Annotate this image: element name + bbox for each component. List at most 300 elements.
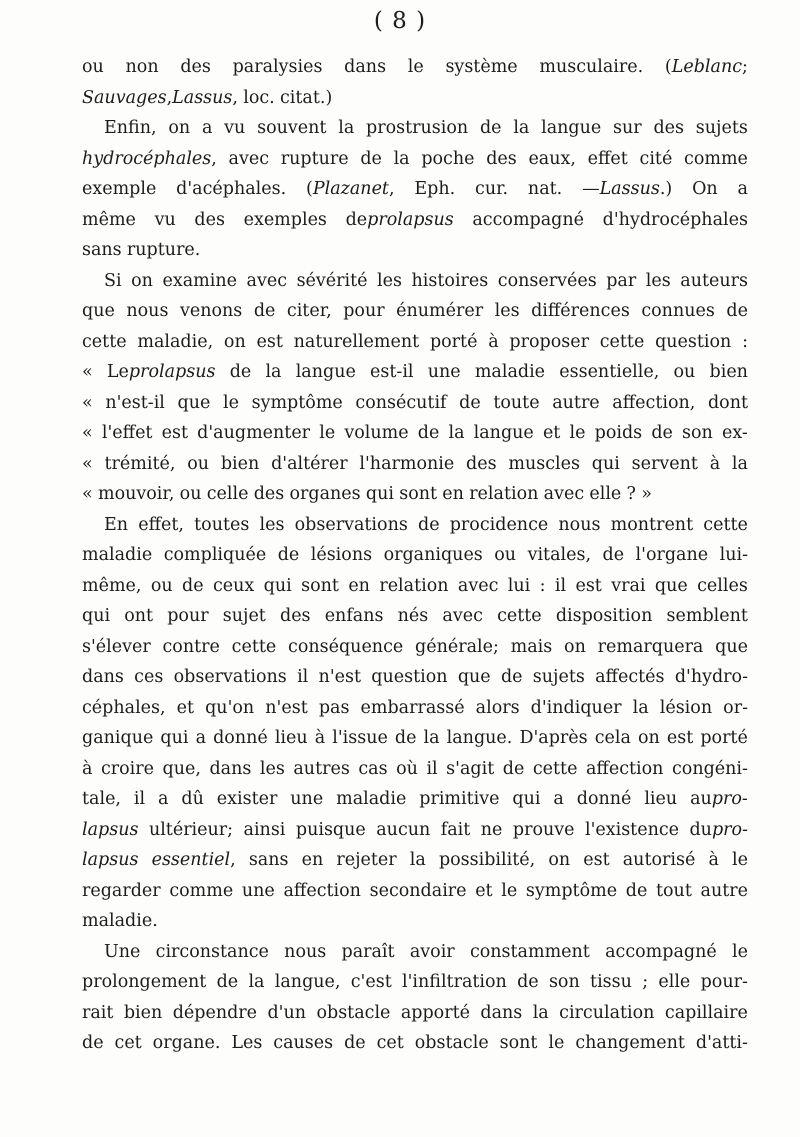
word: constamment [469, 941, 590, 962]
word: céphales, [82, 697, 166, 718]
word: c'est [350, 972, 392, 992]
word: de [651, 423, 673, 443]
word: « [82, 392, 93, 413]
word: cas [358, 758, 388, 779]
word: avec [457, 575, 499, 596]
word: affection [585, 758, 664, 779]
word: relation [469, 484, 539, 504]
word: la [448, 423, 465, 443]
word: la [731, 453, 748, 474]
word: que [177, 392, 211, 413]
text-line [82, 1028, 748, 1059]
word: de [459, 392, 481, 413]
word: ? [626, 484, 636, 504]
word: de [625, 880, 648, 901]
word: de [500, 667, 523, 687]
text-line [82, 754, 748, 785]
word: lapsus [82, 819, 139, 840]
word: d'acéphales. [176, 179, 287, 199]
word: on [564, 636, 586, 657]
word: pas [318, 697, 350, 718]
word: ou [150, 575, 173, 596]
word: prouve [512, 819, 575, 840]
word: en [301, 850, 324, 870]
word: regarder [82, 880, 161, 901]
word: affection [283, 880, 361, 901]
word: avec [246, 270, 288, 291]
word: accompagné [605, 941, 717, 962]
word: vrai [611, 575, 646, 596]
word: la [338, 118, 355, 138]
word: la [532, 1002, 549, 1023]
word: effet [587, 148, 628, 169]
word: dans [209, 758, 252, 779]
word: qui [591, 453, 620, 474]
word: volume [344, 423, 409, 443]
word: contre [162, 636, 220, 657]
word: dans [82, 667, 124, 687]
word: tissu [590, 972, 632, 992]
word: symptôme [251, 392, 343, 413]
word: aupro- [690, 789, 748, 809]
word: la [265, 362, 282, 382]
word: ou [187, 453, 210, 474]
word: maladie [336, 789, 407, 809]
word: d'hydrocéphales [602, 209, 748, 230]
word: Les [231, 1033, 263, 1053]
text-line [82, 906, 748, 937]
word: à [709, 453, 721, 474]
word: énumérer [396, 301, 484, 321]
word: Eph. [414, 179, 456, 199]
text-line [82, 479, 748, 510]
word: dont [707, 392, 748, 413]
word: d'augmenter [197, 423, 311, 443]
text-line [82, 967, 748, 998]
word: sujets [695, 118, 748, 138]
word: trémité, [104, 453, 176, 474]
word: maladie. [82, 911, 158, 931]
word: la [409, 850, 426, 870]
word: et [475, 880, 493, 901]
word: naturellement [293, 331, 420, 352]
word: différences [531, 301, 630, 321]
word: mouvoir, [97, 484, 175, 504]
word: prostrusion [366, 118, 469, 138]
word: bien [709, 362, 748, 382]
word: l'infiltration [402, 972, 507, 992]
word: le [732, 850, 748, 870]
word: est [575, 575, 602, 596]
text-line [82, 388, 748, 419]
word: avec [543, 484, 585, 504]
word: musculaire. [539, 57, 644, 77]
word: avec [442, 606, 483, 626]
word: non [125, 57, 159, 77]
word: a [737, 179, 748, 199]
word: proposer [509, 331, 589, 352]
word: qu'on [205, 697, 255, 718]
word: lui- [719, 545, 748, 565]
word: lésions [310, 545, 373, 565]
word: Une [104, 941, 141, 962]
word: la [632, 697, 649, 718]
word: nous [284, 941, 327, 962]
word: venons [179, 301, 243, 321]
word: consécutif [355, 392, 447, 413]
text-line [82, 144, 748, 175]
word: montrent [610, 514, 694, 535]
word: on [548, 850, 571, 870]
word: langue, [274, 972, 341, 992]
word: s'agit [446, 758, 495, 779]
word: langue [295, 362, 356, 382]
word: a [158, 789, 169, 809]
word: on [223, 331, 246, 352]
word: : [539, 575, 546, 596]
word: même, [82, 575, 142, 596]
word: d'indiquer [530, 697, 622, 718]
word: le [548, 1033, 565, 1053]
word: ces [134, 667, 164, 687]
word: lui [507, 575, 531, 596]
text-line [82, 632, 748, 663]
word: Leprolapsus [106, 362, 216, 382]
word: sévérité [296, 270, 368, 291]
word: on [637, 728, 660, 748]
word: qui [365, 484, 394, 504]
word: système [445, 57, 518, 77]
word: donné [576, 789, 632, 809]
word: s'élever [82, 636, 151, 657]
word: le [569, 423, 586, 443]
word: de [182, 575, 204, 596]
word: symptôme [525, 880, 618, 901]
word: connues [641, 301, 715, 321]
word: de [418, 514, 440, 535]
word: des [180, 57, 211, 77]
word: une [290, 789, 324, 809]
word: pour [343, 301, 385, 321]
word: exister [216, 789, 278, 809]
word: organes [289, 484, 361, 504]
word: qui [263, 575, 292, 596]
word: cette [231, 636, 277, 657]
word: comme [684, 148, 748, 169]
word: examine [162, 270, 237, 291]
word: de [479, 118, 502, 138]
word: circonstance [155, 941, 269, 962]
word: lapsus [82, 850, 139, 870]
word: la [248, 972, 265, 992]
word: : [742, 331, 748, 352]
word: poids [594, 423, 643, 443]
word: » [641, 484, 652, 504]
word: causes [273, 1033, 334, 1053]
word: conservées [497, 270, 597, 291]
word: prolongement [82, 972, 207, 992]
word: eaux, [528, 148, 576, 169]
word: générale; [415, 636, 499, 657]
word: est-il [370, 362, 414, 382]
word: comme [169, 880, 234, 901]
word: en [348, 575, 370, 596]
word: primitive [419, 789, 500, 809]
word: cela [594, 728, 631, 748]
word: nés [397, 606, 429, 626]
text-line [82, 327, 748, 358]
word: effet, [138, 514, 184, 535]
word: a [201, 118, 213, 138]
text-line [82, 357, 748, 388]
word: exemple [82, 179, 157, 199]
word: auteurs [680, 270, 748, 291]
word: ainsi [243, 819, 286, 840]
word: hydrocéphales, [82, 148, 217, 169]
word: de [277, 545, 300, 565]
word: observations [294, 514, 408, 535]
word: deprolapsus [345, 209, 454, 230]
word: possibilité, [438, 850, 536, 870]
word: des [466, 453, 497, 474]
word: des [486, 148, 517, 169]
word: (Plazanet, [306, 179, 395, 199]
word: sont [399, 484, 438, 504]
word: avec [228, 148, 270, 169]
text-line [82, 510, 748, 541]
word: la [513, 118, 530, 138]
word: sont [301, 575, 339, 596]
word: bien [220, 453, 260, 474]
word: qui [82, 606, 111, 626]
word: ont [124, 606, 154, 626]
word: tout [655, 880, 692, 901]
word: d'hydro- [674, 667, 748, 687]
word: à [488, 331, 499, 352]
word: essentiel, [151, 850, 236, 870]
word: paralysies [232, 57, 323, 77]
word: histoires [411, 270, 489, 291]
word: il [554, 575, 567, 596]
word: ou [82, 57, 104, 77]
word: enfans [324, 606, 384, 626]
word: maladie, [137, 331, 214, 352]
text-line [82, 205, 748, 236]
word: il [426, 758, 438, 779]
word: le [501, 880, 518, 901]
word: sont [499, 1033, 538, 1053]
word: poche [421, 148, 475, 169]
word: elle [658, 972, 691, 992]
word: paraît [341, 941, 395, 962]
text-line [82, 113, 748, 144]
word: essentielle, [559, 362, 660, 382]
word: son [548, 972, 580, 992]
word: une [427, 362, 461, 382]
word: porté [700, 728, 748, 748]
word: lésion [659, 697, 713, 718]
word: que [715, 636, 748, 657]
word: de [344, 1033, 366, 1053]
word: question [371, 667, 448, 687]
word: langue [541, 118, 602, 138]
word: sujets [532, 667, 585, 687]
word: n'est-il [105, 392, 165, 413]
word: autre [552, 392, 600, 413]
word: de [417, 423, 440, 443]
word: de [602, 545, 625, 565]
word: et [176, 697, 195, 718]
word: question [655, 331, 732, 352]
word: compliquée [163, 545, 267, 565]
text-line [82, 418, 748, 449]
word: autre [700, 880, 748, 901]
word: ultérieur; [148, 819, 234, 840]
text-line [82, 998, 748, 1029]
word: des [280, 606, 311, 626]
word: langue [473, 423, 534, 443]
word: les [259, 758, 285, 779]
word: secondaire [369, 880, 467, 901]
word: cette [497, 606, 542, 626]
word: muscles [508, 453, 580, 474]
word: nous [126, 301, 169, 321]
word: tale, [82, 789, 121, 809]
word: « [82, 423, 93, 443]
word: affectés [595, 667, 665, 687]
word: ou [673, 362, 696, 382]
word: capillaire [664, 1002, 748, 1023]
text-line [82, 540, 748, 571]
word: autres [293, 758, 350, 779]
word: des [253, 484, 285, 504]
word: est [583, 850, 610, 870]
word: que [82, 301, 115, 321]
word: embarrassé [360, 697, 465, 718]
word: dû [181, 789, 204, 809]
word: Si [104, 270, 122, 291]
word: (Leblanc; [664, 57, 748, 77]
word: nous [558, 514, 601, 535]
word: le [732, 941, 748, 962]
body-text [82, 52, 748, 1059]
word: semblent [666, 606, 748, 626]
word: maladie [474, 362, 546, 382]
word: de [82, 1033, 104, 1053]
word: En [104, 514, 129, 535]
word: mais [510, 636, 553, 657]
word: les [259, 514, 285, 535]
word: on [168, 118, 191, 138]
word: a [553, 789, 564, 809]
word: a [195, 728, 207, 748]
word: celle [206, 484, 249, 504]
word: la [423, 728, 440, 748]
text-line [82, 815, 748, 846]
word: est [256, 331, 283, 352]
word: cette [599, 331, 645, 352]
page-number: ( 8 ) [373, 8, 427, 34]
word: alors [475, 697, 520, 718]
word: aucun [376, 819, 431, 840]
word: autorisé [622, 850, 696, 870]
word: organiques [383, 545, 483, 565]
word: organe. [152, 1033, 221, 1053]
word: exemples [243, 209, 327, 230]
word: rait [82, 1002, 114, 1023]
word: Sauvages,Lassus, [82, 87, 238, 108]
word: des [653, 118, 684, 138]
word: On [692, 179, 718, 199]
word: donné [213, 728, 268, 748]
word: il [133, 789, 146, 809]
word: rupture. [126, 240, 201, 260]
word: rupture [280, 148, 349, 169]
word: sans [248, 850, 289, 870]
word: l'harmonie [359, 453, 455, 474]
word: circulation [559, 1002, 655, 1023]
word: l'organe [635, 545, 709, 565]
word: maladie [82, 545, 153, 565]
word: est [161, 423, 188, 443]
word: ou [179, 484, 202, 504]
word: remarquera [597, 636, 704, 657]
word: en [442, 484, 464, 504]
word: souvent [257, 118, 327, 138]
word: sur [613, 118, 642, 138]
word: bien [123, 1002, 163, 1023]
word: pour [167, 606, 209, 626]
word: ou [494, 545, 517, 565]
word: on [131, 270, 153, 291]
text-line [82, 235, 748, 266]
word: d'atti- [695, 1033, 748, 1053]
word: affection, [612, 392, 696, 413]
word: cet [114, 1033, 142, 1053]
word: l'existence [584, 819, 679, 840]
word: à [82, 758, 93, 779]
text-line [82, 449, 748, 480]
word: lieu [644, 789, 678, 809]
word: obstacle [316, 1002, 391, 1023]
word: à [708, 850, 719, 870]
word: cité [639, 148, 673, 169]
word: dans [344, 57, 387, 77]
word: langue. [446, 728, 513, 748]
word: procidence [449, 514, 549, 535]
word: par [606, 270, 637, 291]
word: puisque [295, 819, 366, 840]
word: or- [723, 697, 748, 718]
word: de [394, 728, 417, 748]
word: cette [703, 514, 748, 535]
text-line [82, 266, 748, 297]
word: vu [224, 118, 246, 138]
text-line [82, 296, 748, 327]
word: pour- [700, 972, 748, 992]
word: loc. [243, 87, 275, 108]
word: dans [480, 1002, 523, 1023]
word: sujet [222, 606, 266, 626]
word: ; [642, 972, 649, 992]
word: D'après [519, 728, 588, 748]
word: Enfin, [104, 118, 157, 138]
word: cur. [475, 179, 509, 199]
word: disposition [555, 606, 653, 626]
word: n'est [265, 697, 308, 718]
word: servent [631, 453, 698, 474]
word: avoir [409, 941, 455, 962]
